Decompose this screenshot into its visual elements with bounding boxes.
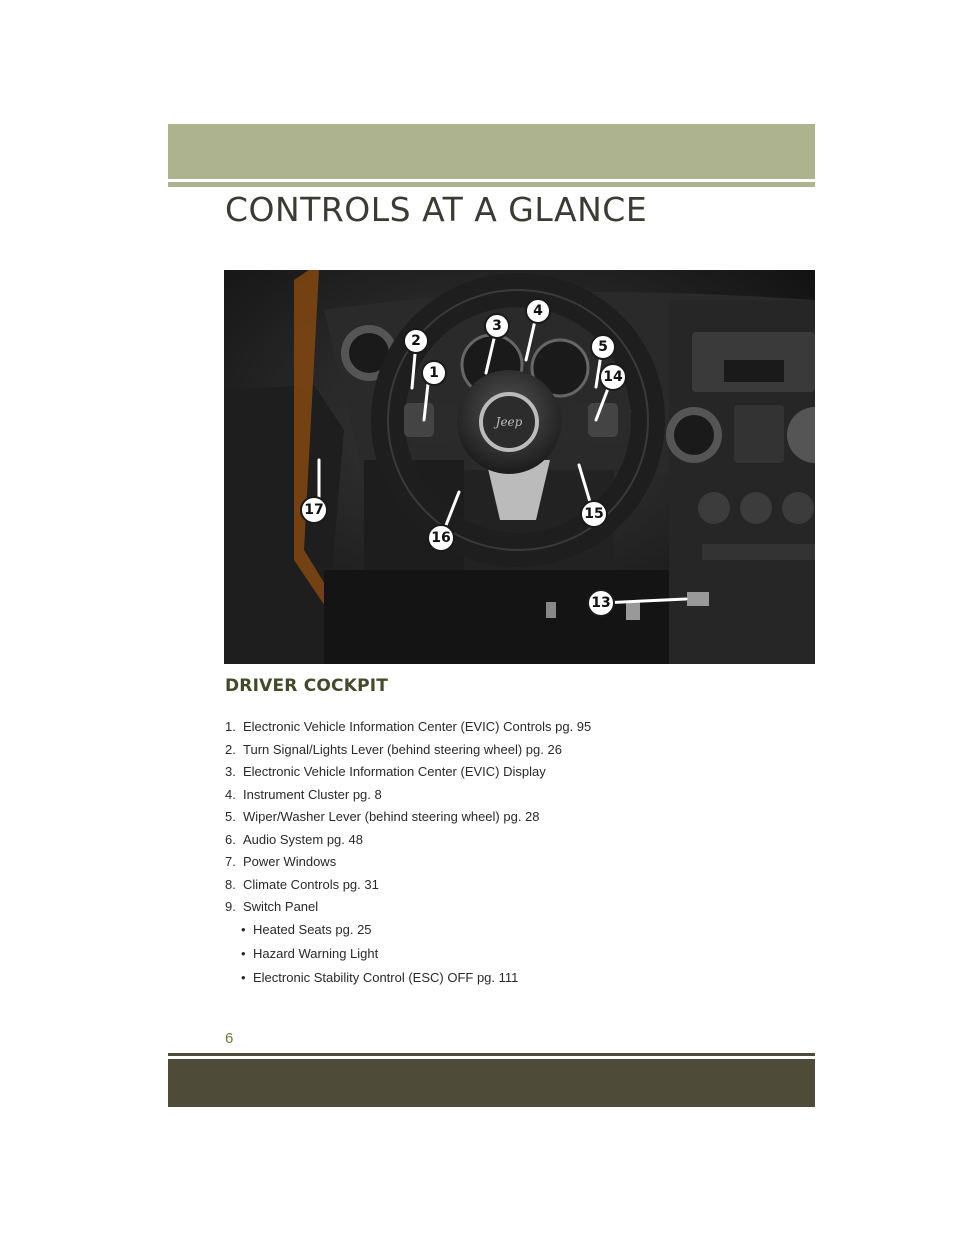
- item-text: Climate Controls pg. 31: [243, 876, 379, 892]
- item-number: 3.: [225, 764, 236, 779]
- sub-item-text: Electronic Stability Control (ESC) OFF pg. 111: [253, 970, 519, 985]
- item-number: 1.: [225, 719, 236, 734]
- callout-label: 15: [584, 506, 604, 522]
- callout-16: [428, 525, 454, 551]
- list-item: [225, 829, 591, 852]
- bullet: •: [241, 946, 246, 961]
- callout-1: [422, 361, 446, 385]
- list-item: [225, 851, 591, 874]
- sub-list-item: [241, 919, 518, 943]
- controls-list: [225, 716, 591, 919]
- callout-15: [581, 501, 607, 527]
- item-number: 5.: [225, 809, 236, 824]
- list-item: [225, 874, 591, 897]
- callout-label: 17: [304, 502, 324, 518]
- bullet: •: [241, 922, 246, 937]
- callout-label: 2: [411, 333, 421, 349]
- item-number: 7.: [225, 854, 236, 869]
- item-text: Turn Signal/Lights Lever (behind steering wheel) pg. 26: [243, 741, 562, 757]
- callout-4: [526, 299, 550, 323]
- header-rule: [168, 182, 815, 187]
- callout-label: 16: [431, 530, 451, 546]
- callout-17: [301, 497, 327, 523]
- sub-list-item: [241, 943, 518, 967]
- item-number: 9.: [225, 899, 236, 914]
- sub-item-text: Hazard Warning Light: [253, 946, 379, 961]
- item-number: 2.: [225, 741, 236, 757]
- driver-cockpit-photo: [224, 270, 815, 664]
- item-text: Power Windows: [243, 854, 337, 869]
- callout-label: 5: [598, 339, 608, 355]
- sub-list-item: [241, 967, 518, 991]
- callout-2: [404, 329, 428, 353]
- list-item: [225, 806, 591, 829]
- item-text: Electronic Vehicle Information Center (EVIC) Display: [243, 764, 546, 779]
- item-number: 4.: [225, 786, 236, 802]
- callout-13: [588, 590, 614, 616]
- callout-3: [485, 314, 509, 338]
- list-item: [225, 896, 591, 919]
- footer-rule: [168, 1053, 815, 1056]
- sub-item-text: Heated Seats pg. 25: [253, 922, 372, 937]
- callout-label: 1: [429, 365, 439, 381]
- header-band: [168, 124, 815, 179]
- callout-label: 13: [591, 595, 611, 611]
- callout-label: 3: [492, 318, 502, 334]
- callout-label: 14: [603, 369, 623, 385]
- item-text: Switch Panel: [243, 899, 319, 914]
- page-number: 6: [225, 1030, 234, 1047]
- list-item: [225, 739, 591, 762]
- item-number: 8.: [225, 876, 236, 892]
- list-item: [225, 716, 591, 739]
- bullet: •: [241, 970, 246, 985]
- footer-band: [168, 1059, 815, 1107]
- callout-14: [600, 364, 626, 390]
- list-item: [225, 784, 591, 807]
- item-text: Audio System pg. 48: [243, 831, 363, 847]
- item-number: 6.: [225, 831, 236, 847]
- switch-panel-sublist: [241, 919, 518, 991]
- item-text: Wiper/Washer Lever (behind steering wheel) pg. 28: [243, 809, 540, 824]
- list-item: [225, 761, 591, 784]
- item-text: Electronic Vehicle Information Center (EVIC) Controls pg. 95: [243, 719, 592, 734]
- callout-label: 4: [533, 303, 543, 319]
- page-title: CONTROLS AT A GLANCE: [225, 190, 648, 229]
- item-text: Instrument Cluster pg. 8: [243, 786, 382, 802]
- section-heading: DRIVER COCKPIT: [225, 676, 389, 696]
- svg-text:Jeep: Jeep: [495, 415, 523, 429]
- callout-5: [591, 335, 615, 359]
